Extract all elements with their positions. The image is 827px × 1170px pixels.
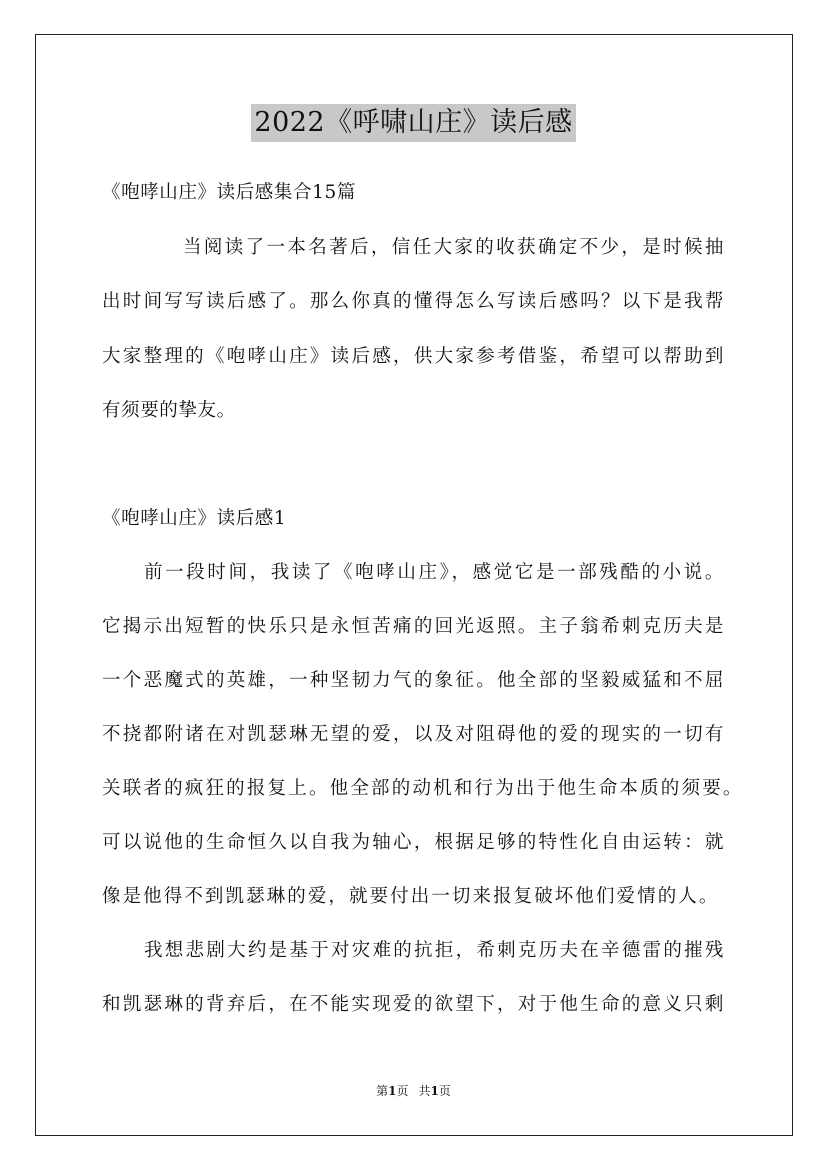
footer-total-suffix: 页 xyxy=(438,1084,451,1098)
body-line-6: 可以说他的生命恒久以自我为轴心，根据足够的特性化自由运转：就 xyxy=(102,832,724,853)
intro-line-4: 有须要的挚友。 xyxy=(102,400,236,421)
title-wrap xyxy=(0,104,827,142)
body-line-1: 前一段时间，我读了《咆哮山庄》，感觉它是一部残酷的小说。 xyxy=(144,562,724,583)
document-title: 2022《呼啸山庄》读后感 xyxy=(251,104,575,142)
page-footer xyxy=(0,1083,827,1099)
document-subtitle: 《咆哮山庄》读后感集合15篇 xyxy=(102,182,356,203)
body-line-3: 一个恶魔式的英雄，一种坚韧力气的象征。他全部的坚毅威猛和不屈 xyxy=(102,670,724,691)
body-line-8: 我想悲剧大约是基于对灾难的抗拒，希刺克历夫在辛德雷的摧残 xyxy=(144,940,724,961)
intro-line-1: 当阅读了一本名著后，信任大家的收获确定不少，是时候抽 xyxy=(183,237,724,258)
intro-line-2: 出时间写写读后感了。那么你真的懂得怎么写读后感吗？以下是我帮 xyxy=(102,291,724,312)
footer-total-number: 1 xyxy=(430,1084,439,1098)
body-line-7: 像是他得不到凯瑟琳的爱，就要付出一切来报复破坏他们爱情的人。 xyxy=(102,886,718,907)
footer-page-number: 1 xyxy=(388,1084,397,1098)
footer-page-suffix: 页 xyxy=(396,1084,409,1098)
body-line-5: 关联者的疯狂的报复上。他全部的动机和行为出于他生命本质的须要。 xyxy=(102,778,742,799)
body-line-9: 和凯瑟琳的背弃后，在不能实现爱的欲望下，对于他生命的意义只剩 xyxy=(102,994,724,1015)
footer-total-prefix: 共 xyxy=(418,1084,431,1098)
footer-page-prefix: 第 xyxy=(376,1084,389,1098)
intro-line-3: 大家整理的《咆哮山庄》读后感，供大家参考借鉴，希望可以帮助到 xyxy=(102,346,724,367)
body-line-2: 它揭示出短暂的快乐只是永恒苦痛的回光返照。主子翁希刺克历夫是 xyxy=(102,616,724,637)
section-heading: 《咆哮山庄》读后感1 xyxy=(102,508,287,529)
body-line-4: 不挠都附诸在对凯瑟琳无望的爱，以及对阻碍他的爱的现实的一切有 xyxy=(102,724,724,745)
